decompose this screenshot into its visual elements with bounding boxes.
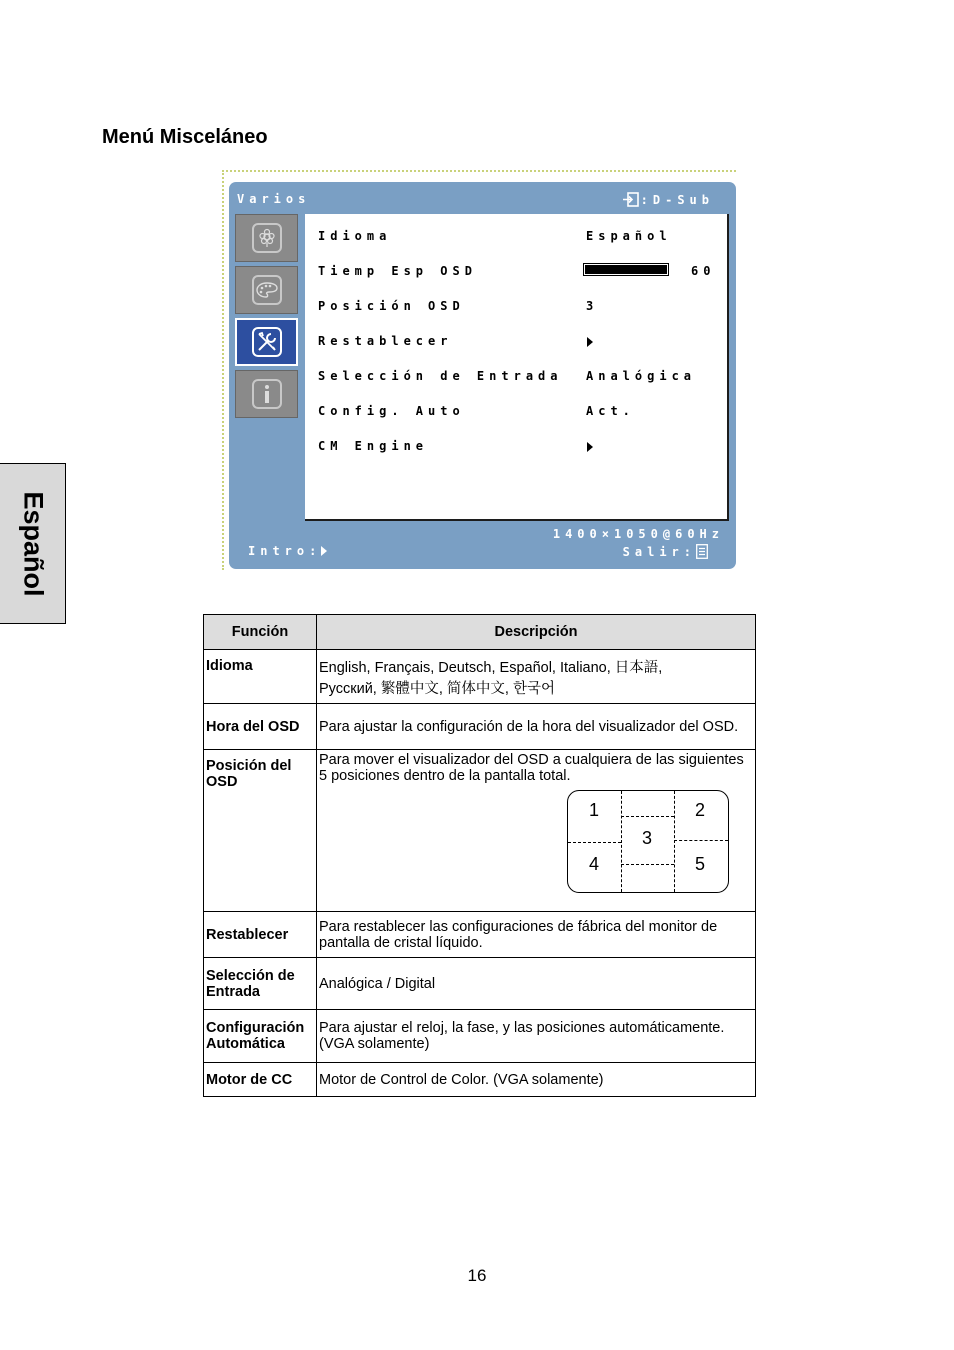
function-cell: Selección de Entrada [204, 958, 317, 1010]
description-cell: Para ajustar el reloj, la fase, y las posiciones automáticamente. (VGA solamente) [317, 1010, 756, 1063]
position-5-label: 5 [695, 854, 706, 874]
osd-row-label[interactable]: Config. Auto [318, 404, 465, 418]
function-cell: Idioma [204, 650, 317, 704]
diagram-divider [621, 791, 622, 892]
flower-icon [252, 223, 282, 253]
position-3-label: 3 [642, 828, 653, 848]
osd-row-value: Español [586, 229, 672, 243]
osd-position-diagram [567, 790, 729, 893]
osd-timeout-bar[interactable] [583, 263, 669, 276]
page-number: 16 [467, 1266, 487, 1285]
language-side-tab-label: Español [18, 490, 48, 597]
table-row [204, 1010, 756, 1063]
description-cell: Motor de Control de Color. (VGA solamente) [317, 1063, 756, 1097]
submenu-arrow-icon [587, 337, 593, 347]
osd-tab-color[interactable] [235, 266, 298, 314]
header-description: Descripción [317, 615, 756, 650]
table-row [204, 1063, 756, 1097]
table-row [204, 704, 756, 750]
palette-icon [252, 275, 282, 305]
function-cell: Motor de CC [204, 1063, 317, 1097]
function-cell: Posición del OSD [204, 750, 317, 912]
submenu-arrow-icon [587, 442, 593, 452]
table-row [204, 958, 756, 1010]
diagram-divider [568, 842, 621, 843]
osd-row-value: Analógica [586, 369, 697, 383]
osd-title: Varios [237, 192, 311, 206]
osd-resolution: 1400×1050@60Hz [552, 527, 724, 541]
osd-content-panel [305, 214, 729, 521]
osd-exit-hint [623, 544, 708, 559]
osd-row-value: Act. [586, 404, 635, 418]
osd-enter-label: Intro: [248, 544, 322, 558]
osd-timeout-bar-fill [585, 265, 667, 274]
osd-menu-screenshot [229, 182, 736, 569]
function-table [203, 614, 756, 1097]
description-cell: Analógica / Digital [317, 958, 756, 1010]
tools-icon [252, 327, 282, 357]
osd-source-label: :D-Sub [640, 192, 714, 207]
input-source-icon [622, 192, 639, 207]
osd-exit-label: Salir: [622, 544, 696, 559]
description-cell [317, 650, 756, 704]
osd-source-indicator [622, 192, 714, 207]
osd-enter-hint [248, 544, 327, 558]
osd-row-value: 3 [586, 299, 599, 313]
section-title: Menú Misceláneo [102, 126, 268, 148]
diagram-divider [621, 864, 674, 865]
table-row [204, 750, 756, 912]
table-row [204, 912, 756, 958]
description-text: Para mover el visualizador del OSD a cualquiera de las siguientes 5 posiciones dentro de la pantalla total. [319, 752, 744, 784]
osd-tab-info[interactable] [235, 370, 298, 418]
description-cell: Para restablecer las configuraciones de fábrica del monitor de pantalla de cristal líquido. [317, 912, 756, 958]
diagram-divider [674, 840, 728, 841]
description-line: English, Français, Deutsch, Español, Italiano, 日本語, [319, 660, 663, 676]
osd-tab-misc[interactable] [235, 318, 298, 366]
osd-row-label[interactable]: Tiemp Esp OSD [318, 264, 477, 278]
function-cell: Configuración Automática [204, 1010, 317, 1063]
osd-row-label[interactable]: Selección de Entrada [318, 369, 563, 383]
description-line: Русский, 繁體中文, 简体中文, 한국어 [319, 681, 555, 697]
osd-timeout-value: 60 [691, 264, 716, 278]
osd-row-label[interactable]: Posición OSD [318, 299, 465, 313]
diagram-divider [674, 791, 675, 892]
position-1-label: 1 [589, 800, 600, 820]
header-function: Función [204, 615, 317, 650]
info-icon [252, 379, 282, 409]
position-2-label: 2 [695, 800, 706, 820]
osd-row-label[interactable]: Restablecer [318, 334, 453, 348]
table-row [204, 650, 756, 704]
osd-row-label[interactable]: CM Engine [318, 439, 429, 453]
menu-list-icon [696, 544, 708, 559]
enter-arrow-icon [321, 546, 327, 556]
description-cell: Para ajustar la configuración de la hora del visualizador del OSD. [317, 704, 756, 750]
table-header-row [204, 615, 756, 650]
position-4-label: 4 [589, 854, 600, 874]
function-cell: Restablecer [204, 912, 317, 958]
description-cell [317, 750, 756, 912]
function-cell: Hora del OSD [204, 704, 317, 750]
osd-row-label[interactable]: Idioma [318, 229, 392, 243]
diagram-divider [621, 816, 674, 817]
osd-tab-picture[interactable] [235, 214, 298, 262]
language-side-tab [0, 463, 66, 624]
